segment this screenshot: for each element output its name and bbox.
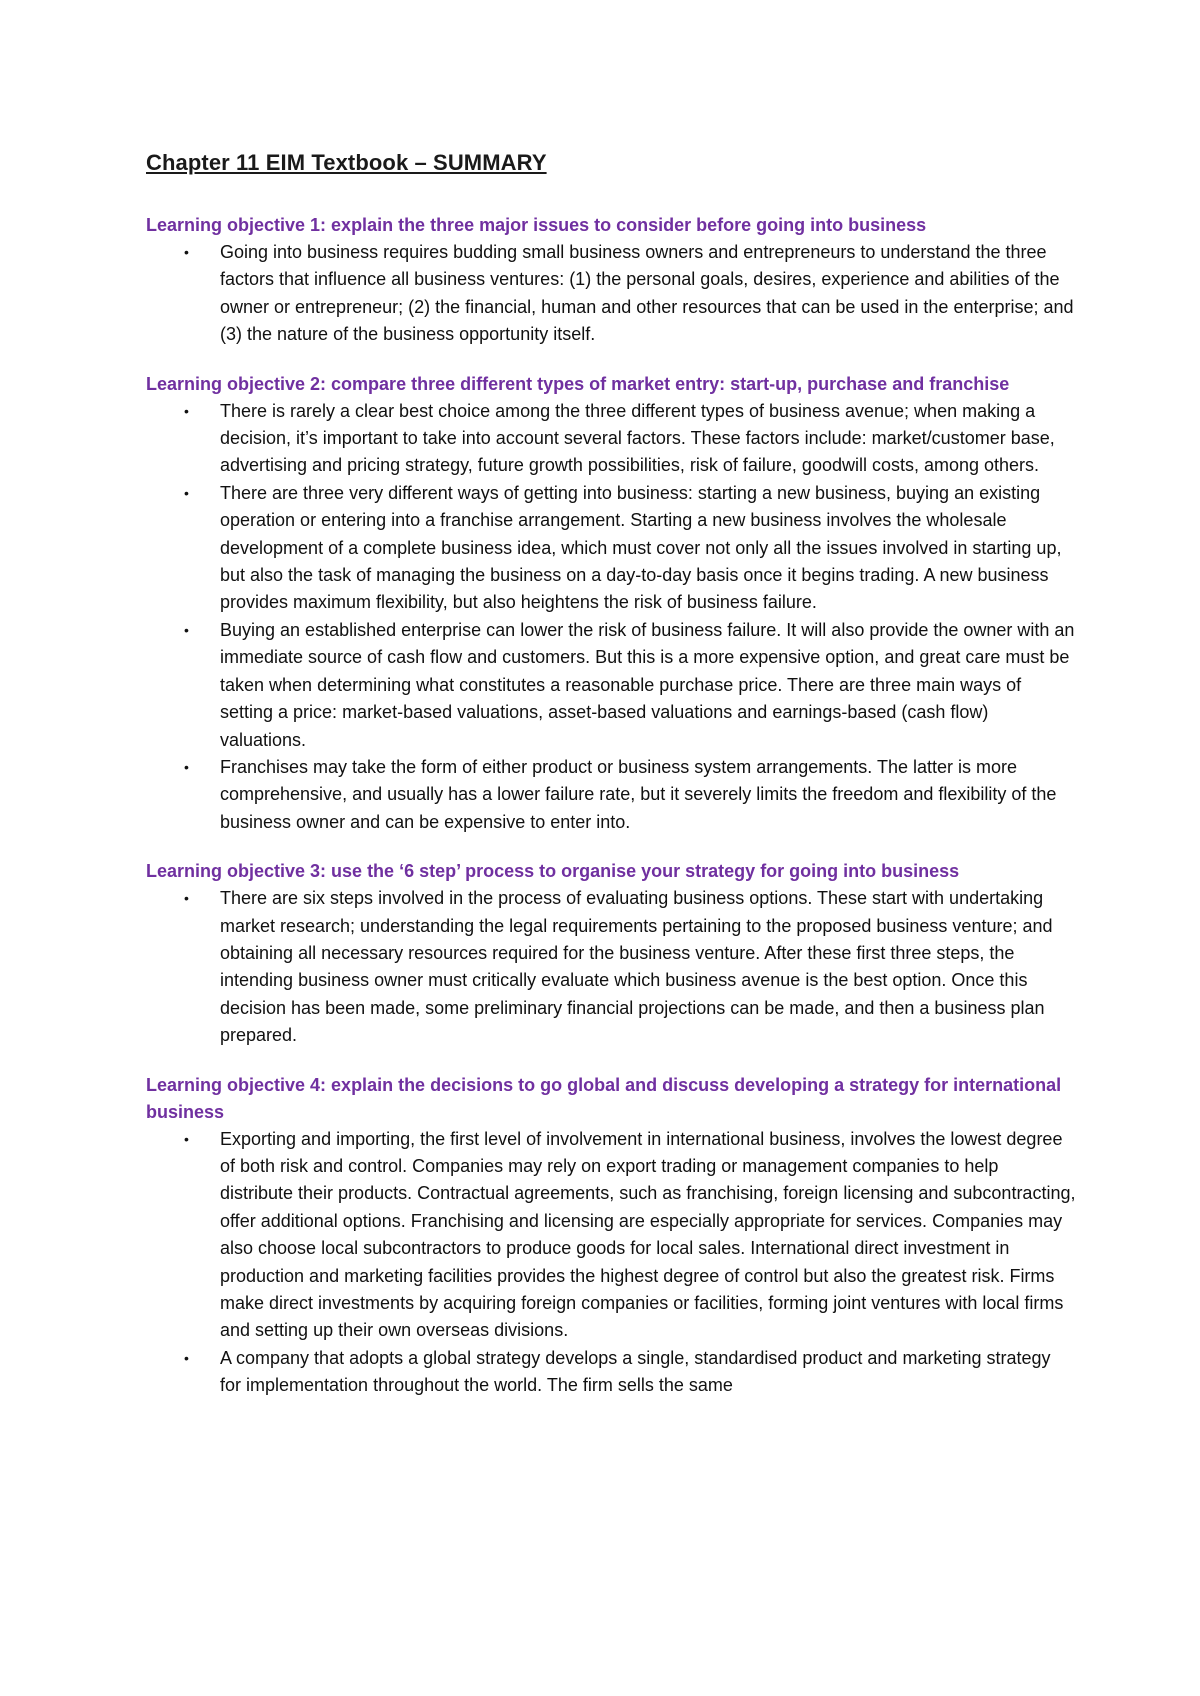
list-item [146, 885, 1076, 1049]
section-heading: Learning objective 4: explain the decisions to go global and discuss developing a strategy for international business [146, 1074, 1062, 1122]
list-item [146, 1345, 1076, 1400]
section-learning-objective-4 [146, 1072, 1076, 1400]
section-heading: Learning objective 1: explain the three major issues to consider before going into business [146, 215, 927, 235]
list-item [146, 239, 1076, 349]
list-item-text: Exporting and importing, the first level of involvement in international business, involves the lowest degree of both risk and control. Companies may rely on export trading or management companies to help distribute their products. Contractual agreements, such as franchising, foreign licensing and subcontracting, offer additional options. Franchising and licensing are especially appropriate for services. Companies may also choose local subcontractors to produce goods for local sales. International direct investment in production and marketing facilities provides the highest degree of control but also the greatest risk. Firms make direct investments by acquiring foreign companies or facilities, forming joint ventures with local firms and setting up their own overseas divisions. [220, 1128, 1076, 1341]
bullet-icon: • [184, 1349, 189, 1366]
list-item-text: There are three very different ways of getting into business: starting a new business, buying an existing operation or entering into a franchise arrangement. Starting a new business involves the wholesale development of a complete business idea, which must cover not only all the issues involved in starting up, but also the task of managing the business on a day-to-day basis once it begins trading. A new business provides maximum flexibility, but also heightens the risk of business failure. [220, 482, 1062, 613]
list-item [146, 617, 1076, 754]
bullet-icon: • [184, 402, 189, 419]
list-item [146, 754, 1076, 836]
list-item-text: A company that adopts a global strategy develops a single, standardised product and marketing strategy for implementation throughout the world. The firm sells the same [220, 1347, 1051, 1396]
list-item-text: There are six steps involved in the process of evaluating business options. These start with undertaking market research; understanding the legal requirements pertaining to the proposed business venture; and obtaining all necessary resources required for the business venture. After these first three steps, the intending business owner must critically evaluate which business avenue is the best option. Once this decision has been made, some preliminary financial projections can be made, and then a business plan prepared. [220, 888, 1053, 1046]
bullet-list [146, 885, 1076, 1049]
bullet-icon: • [184, 244, 189, 260]
bullet-list [146, 1126, 1076, 1400]
list-item-text: There is rarely a clear best choice among the three different types of business avenue; when making a decision, it’s important to take into account several factors. These factors include: market/customer base, advertising and pricing strategy, future growth possibilities, risk of failure, goodwill costs, among others. [220, 400, 1055, 476]
section-learning-objective-3 [146, 858, 1076, 1049]
document-title: Chapter 11 EIM Textbook – SUMMARY [146, 150, 547, 175]
list-item-text: Buying an established enterprise can lower the risk of business failure. It will also provide the owner with an immediate source of cash flow and customers. But this is a more expensive option, and great care must be taken when determining what constitutes a reasonable purchase price. There are three main ways of setting a price: market-based valuations, asset-based valuations and earnings-based (cash flow) valuations. [220, 619, 1075, 750]
bullet-icon: • [184, 758, 189, 775]
bullet-list [146, 398, 1076, 837]
list-item-text: Franchises may take the form of either product or business system arrangements. The latter is more comprehensive, and usually has a lower failure rate, but it severely limits the freedom and flexibility of the business owner and can be expensive to enter into. [220, 756, 1057, 832]
bullet-icon: • [184, 890, 189, 907]
list-item [146, 1126, 1076, 1345]
document-page [146, 148, 1076, 1422]
list-item [146, 480, 1076, 617]
bullet-icon: • [184, 484, 189, 501]
bullet-icon: • [184, 621, 189, 638]
bullet-icon: • [184, 1130, 189, 1147]
section-heading: Learning objective 2: compare three different types of market entry: start-up, purchase and franchise [146, 373, 1010, 394]
section-learning-objective-1 [146, 212, 1076, 349]
list-item-text: Going into business requires budding small business owners and entrepreneurs to understand the three factors that influence all business ventures: (1) the personal goals, desires, experience and abilities of the owner or entrepreneur; (2) the financial, human and other resources that can be used in the enterprise; and (3) the nature of the business opportunity itself. [220, 242, 1074, 345]
section-heading: Learning objective 3: use the ‘6 step’ process to organise your strategy for going into business [146, 861, 960, 882]
bullet-list [146, 239, 1076, 349]
list-item [146, 398, 1076, 480]
section-learning-objective-2 [146, 371, 1076, 837]
